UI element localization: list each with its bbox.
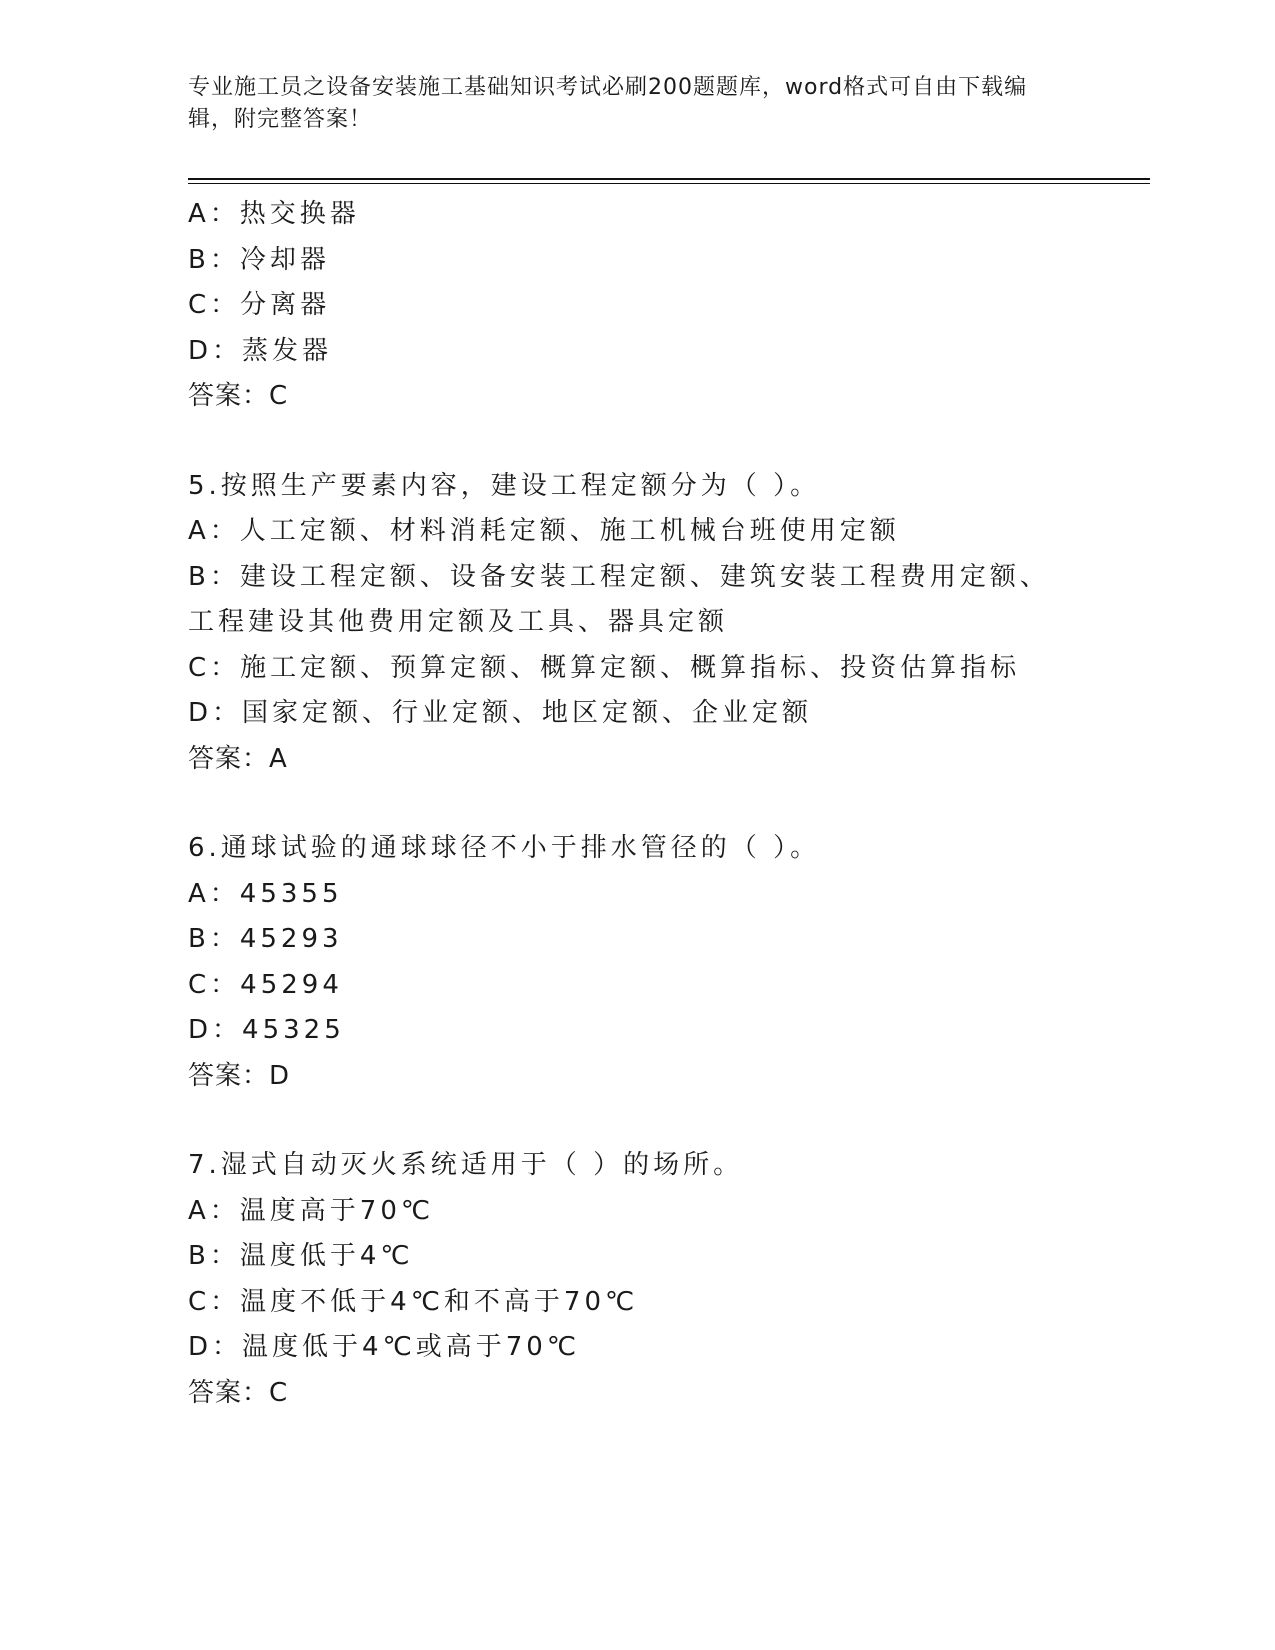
option-a: A：温度高于70℃ xyxy=(188,1195,435,1226)
document-header: 专业施工员之设备安装施工基础知识考试必刷200题题库，word格式可自由下载编辑，附完整答案！ xyxy=(188,75,1028,132)
option-c: C：施工定额、预算定额、概算定额、概算指标、投资估算指标 xyxy=(188,652,1021,683)
question-4 xyxy=(188,192,1088,420)
question-stem: 6.通球试验的通球球径不小于排水管径的（ ）。 xyxy=(188,833,821,863)
option-c: C：分离器 xyxy=(188,290,331,320)
answer-line xyxy=(188,737,1088,783)
answer-line xyxy=(188,1371,1088,1417)
option-b: B：温度低于4℃ xyxy=(188,1241,414,1271)
question-5 xyxy=(188,464,1088,783)
option-b: B：冷却器 xyxy=(188,244,330,275)
option-d: D：蒸发器 xyxy=(188,335,333,366)
option-c: C：温度不低于4℃和不高于70℃ xyxy=(188,1286,639,1317)
answer-line xyxy=(188,374,1088,420)
question-stem: 7.湿式自动灭火系统适用于（ ）的场所。 xyxy=(188,1150,744,1180)
option-c: C：45294 xyxy=(188,969,343,1000)
answer-line xyxy=(188,1054,1088,1100)
answer-value: D xyxy=(269,1060,291,1091)
option-a: A：人工定额、材料消耗定额、施工机械台班使用定额 xyxy=(188,516,900,546)
header-divider-thin xyxy=(188,183,1150,184)
option-d: D：国家定额、行业定额、地区定额、企业定额 xyxy=(188,698,813,728)
answer-label: 答案： xyxy=(188,743,270,774)
option-a: A：热交换器 xyxy=(188,199,360,229)
option-a: A：45355 xyxy=(188,878,343,909)
question-stem: 5.按照生产要素内容，建设工程定额分为（ ）。 xyxy=(188,470,821,501)
question-7 xyxy=(188,1143,1088,1416)
answer-value: A xyxy=(269,743,288,774)
answer-label: 答案： xyxy=(188,381,270,411)
option-b: B：45293 xyxy=(188,924,343,954)
question-list xyxy=(188,192,1088,1416)
answer-value: C xyxy=(269,381,289,411)
option-b: B：建设工程定额、设备安装工程定额、建筑安装工程费用定额、工程建设其他费用定额及工具、器具定额 xyxy=(188,561,1050,637)
option-d: D：温度低于4℃或高于70℃ xyxy=(188,1332,581,1362)
answer-value: C xyxy=(269,1377,289,1408)
question-6 xyxy=(188,826,1088,1099)
option-d: D：45325 xyxy=(188,1015,345,1045)
header-divider xyxy=(188,178,1150,180)
answer-label: 答案： xyxy=(188,1377,270,1408)
answer-label: 答案： xyxy=(188,1060,270,1091)
